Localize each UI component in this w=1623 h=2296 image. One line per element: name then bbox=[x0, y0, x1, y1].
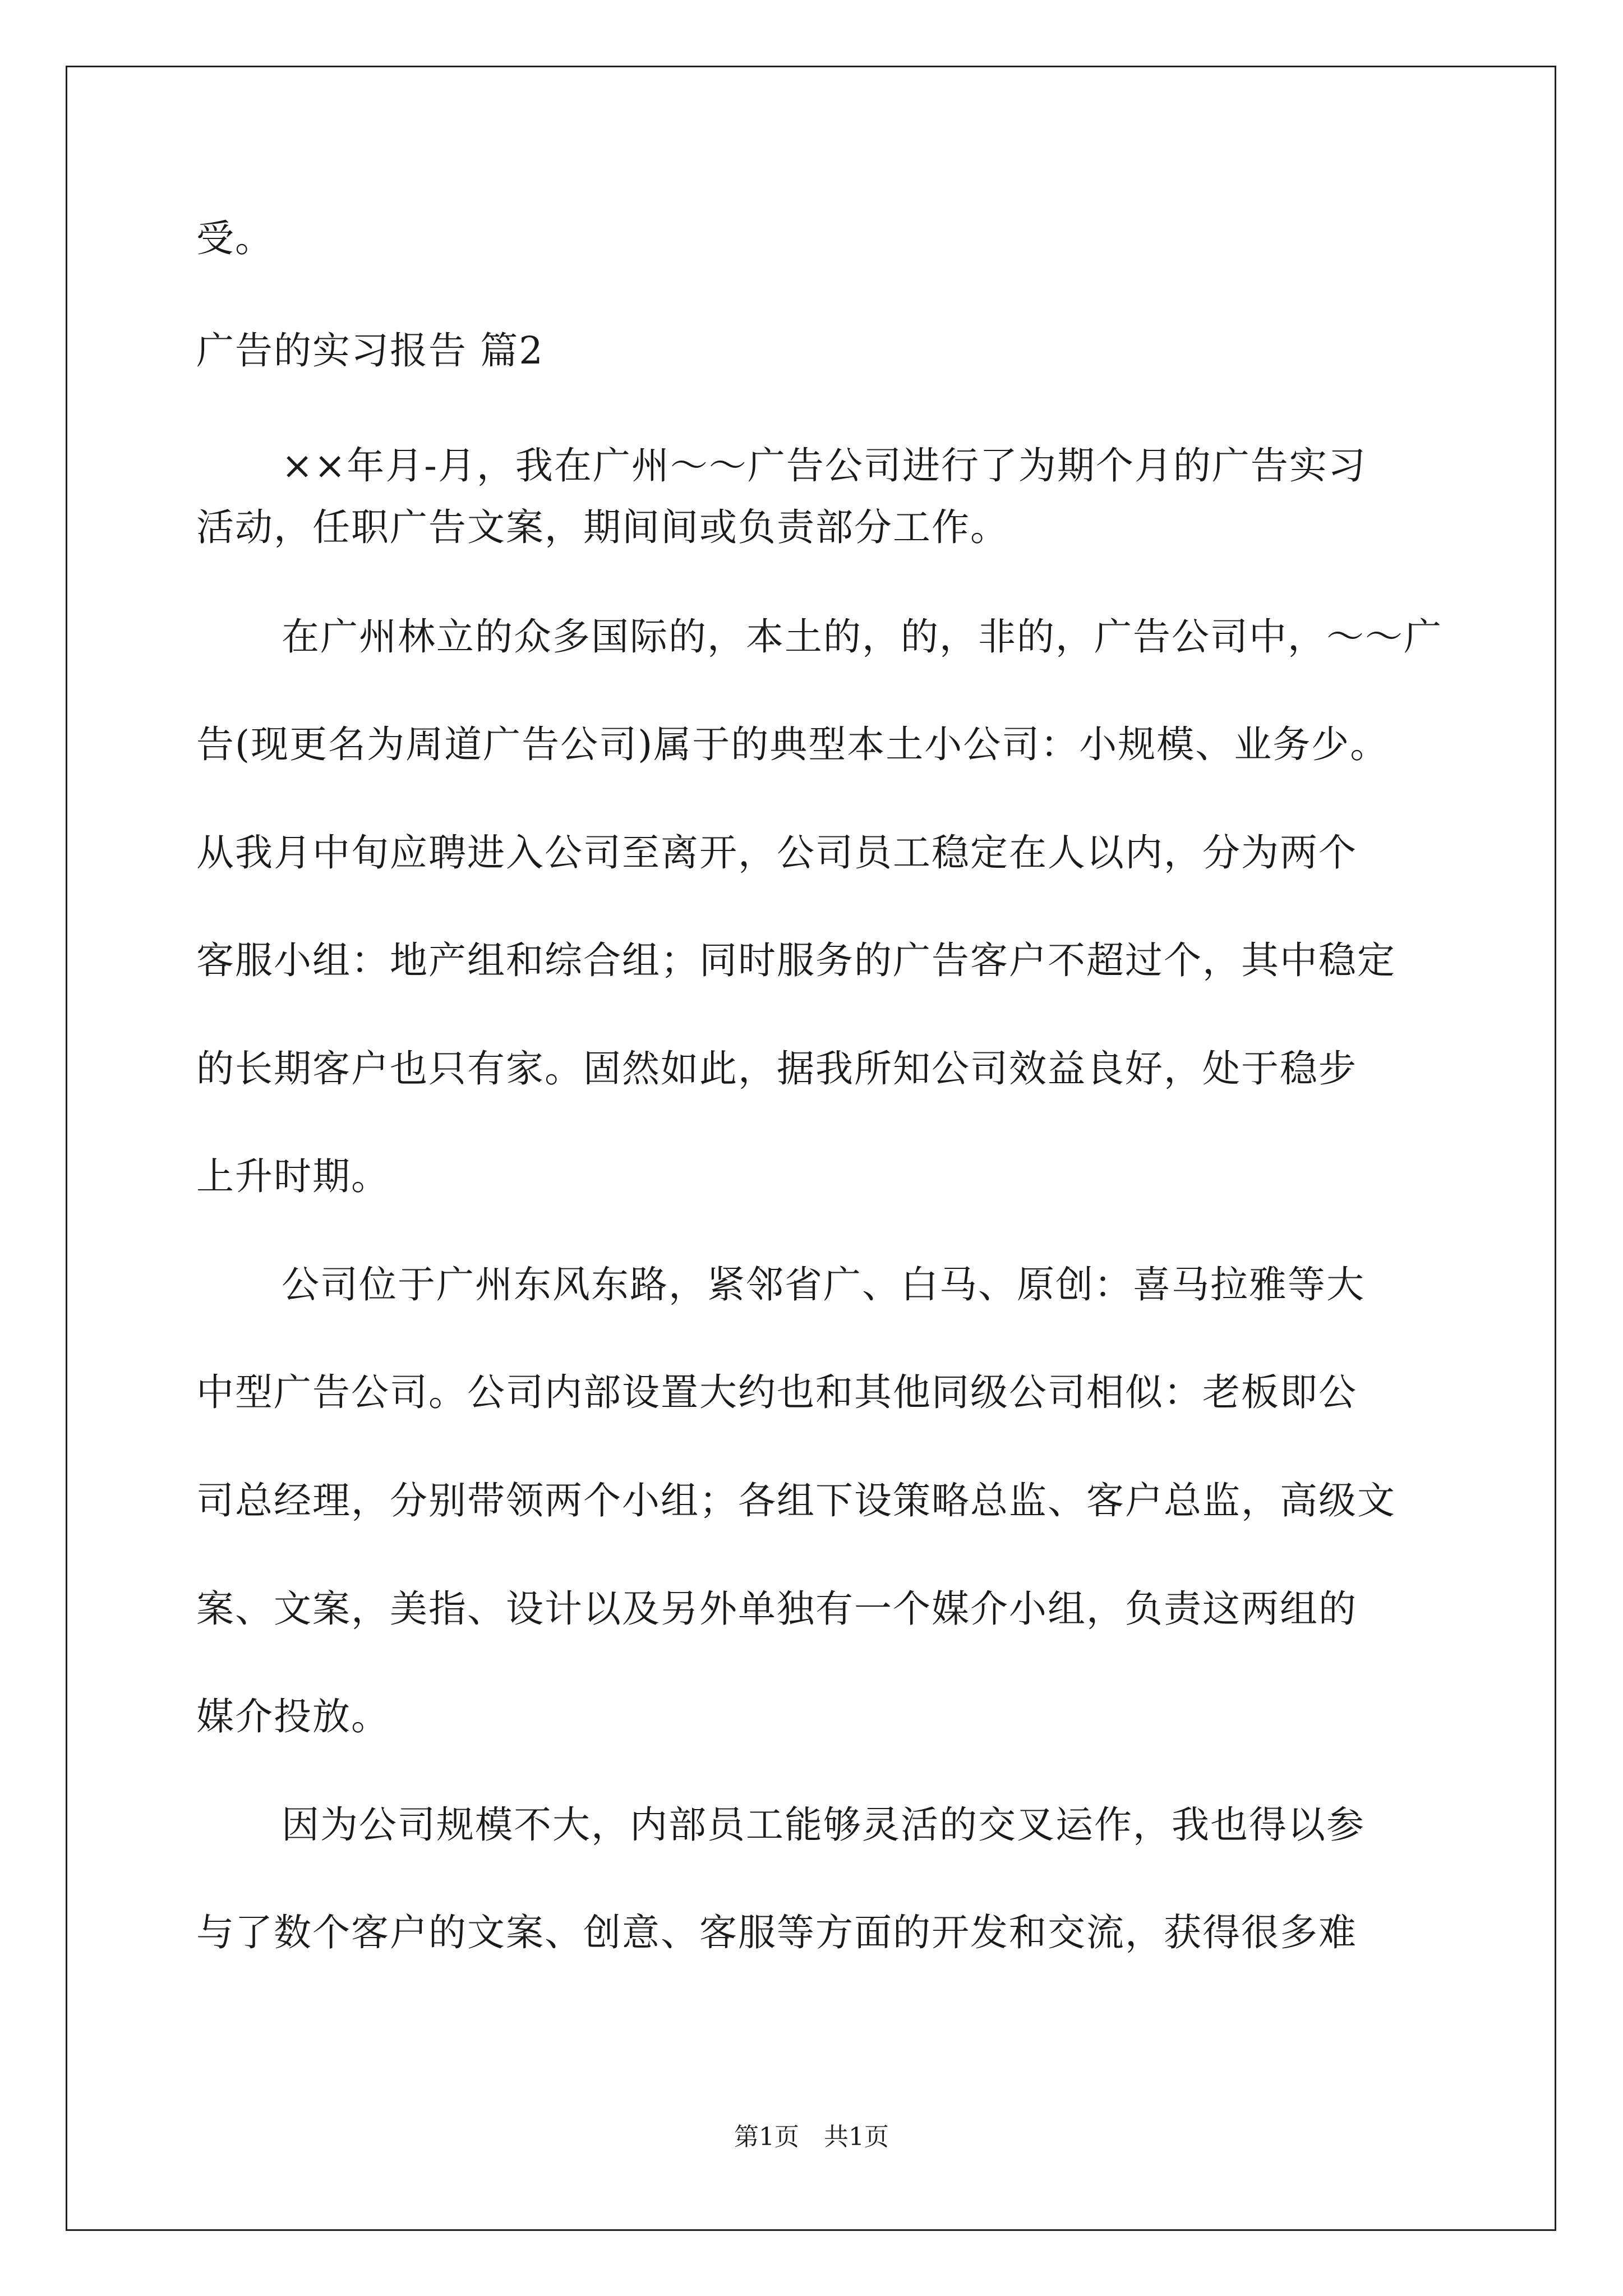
text-line: 从我月中旬应聘进入公司至离开，公司员工稳定在人以内，分为两个 bbox=[196, 831, 1357, 875]
text-line: 活动，任职广告文案，期间间或负责部分工作。 bbox=[196, 505, 1009, 549]
section-heading: 广告的实习报告 篇2 bbox=[196, 329, 544, 372]
text-line: 上升时期。 bbox=[196, 1154, 390, 1198]
text-line: ××年月-月，我在广州～～广告公司进行了为期个月的广告实习 bbox=[282, 444, 1367, 487]
text-line: 受。 bbox=[196, 217, 274, 260]
text-line: 司总经理，分别带领两个小组；各组下设策略总监、客户总监，高级文 bbox=[196, 1479, 1396, 1522]
text-line: 中型广告公司。公司内部设置大约也和其他同级公司相似：老板即公 bbox=[196, 1370, 1357, 1414]
text-line: 的长期客户也只有家。固然如此，据我所知公司效益良好，处于稳步 bbox=[196, 1047, 1357, 1091]
text-line: 告(现更名为周道广告公司)属于的典型本土小公司：小规模、业务少。 bbox=[196, 723, 1389, 766]
text-line: 客服小组：地产组和综合组；同时服务的广告客户不超过个，其中稳定 bbox=[196, 938, 1396, 982]
text-line: 案、文案，美指、设计以及另外单独有一个媒介小组，负责这两组的 bbox=[196, 1587, 1357, 1631]
page-border bbox=[66, 66, 1556, 2231]
text-line: 与了数个客户的文案、创意、客服等方面的开发和交流，获得很多难 bbox=[196, 1911, 1357, 1954]
page-footer: 第1页 共1页 bbox=[734, 2123, 889, 2151]
text-line: 在广州林立的众多国际的，本土的，的，非的，广告公司中，～～广 bbox=[282, 615, 1442, 659]
text-line: 公司位于广州东风东路，紧邻省广、白马、原创：喜马拉雅等大 bbox=[282, 1263, 1365, 1306]
text-line: 因为公司规模不大，内部员工能够灵活的交叉运作，我也得以参 bbox=[282, 1803, 1365, 1847]
text-line: 媒介投放。 bbox=[196, 1695, 390, 1738]
